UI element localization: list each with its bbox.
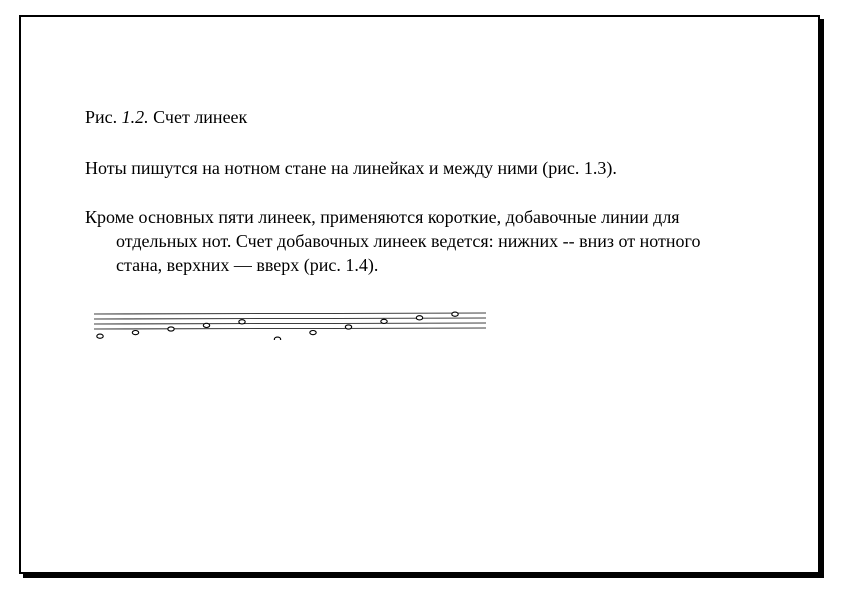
staff-line (94, 318, 486, 319)
whole-note (132, 331, 138, 335)
caption-title: Счет линеек (153, 107, 248, 127)
whole-note (416, 316, 422, 320)
whole-note (203, 323, 209, 327)
paragraph-2-line-2: отдельных нот. Счет добавочных линеек ведется: нижних -- вниз от нотного (116, 231, 701, 251)
staff-line (94, 323, 486, 324)
paragraph-1: Ноты пишутся на нотном стане на линейках и между ними (рис. 1.3). (85, 158, 617, 178)
whole-note (310, 331, 316, 335)
whole-note (97, 334, 103, 338)
figure-caption (85, 106, 247, 128)
music-staff-figure (90, 300, 490, 340)
paragraph-2 (85, 205, 775, 277)
paragraph-2-line-1: Кроме основных пяти линеек, применяются короткие, добавочные линии для (85, 207, 680, 227)
whole-note (239, 320, 245, 324)
paragraph-2-line-3: стана, верхних — вверх (рис. 1.4). (116, 255, 379, 275)
caption-number: 1.2. (121, 107, 149, 127)
staff-lines (94, 313, 486, 329)
whole-note (345, 325, 351, 329)
staff-line (94, 313, 486, 314)
whole-note (168, 327, 174, 331)
whole-note (274, 337, 280, 340)
caption-label: Рис. (85, 107, 118, 127)
whole-note (381, 319, 387, 323)
page-border (19, 15, 820, 574)
staff-line (94, 328, 486, 329)
staff-notes (97, 312, 458, 340)
whole-note (452, 312, 458, 316)
